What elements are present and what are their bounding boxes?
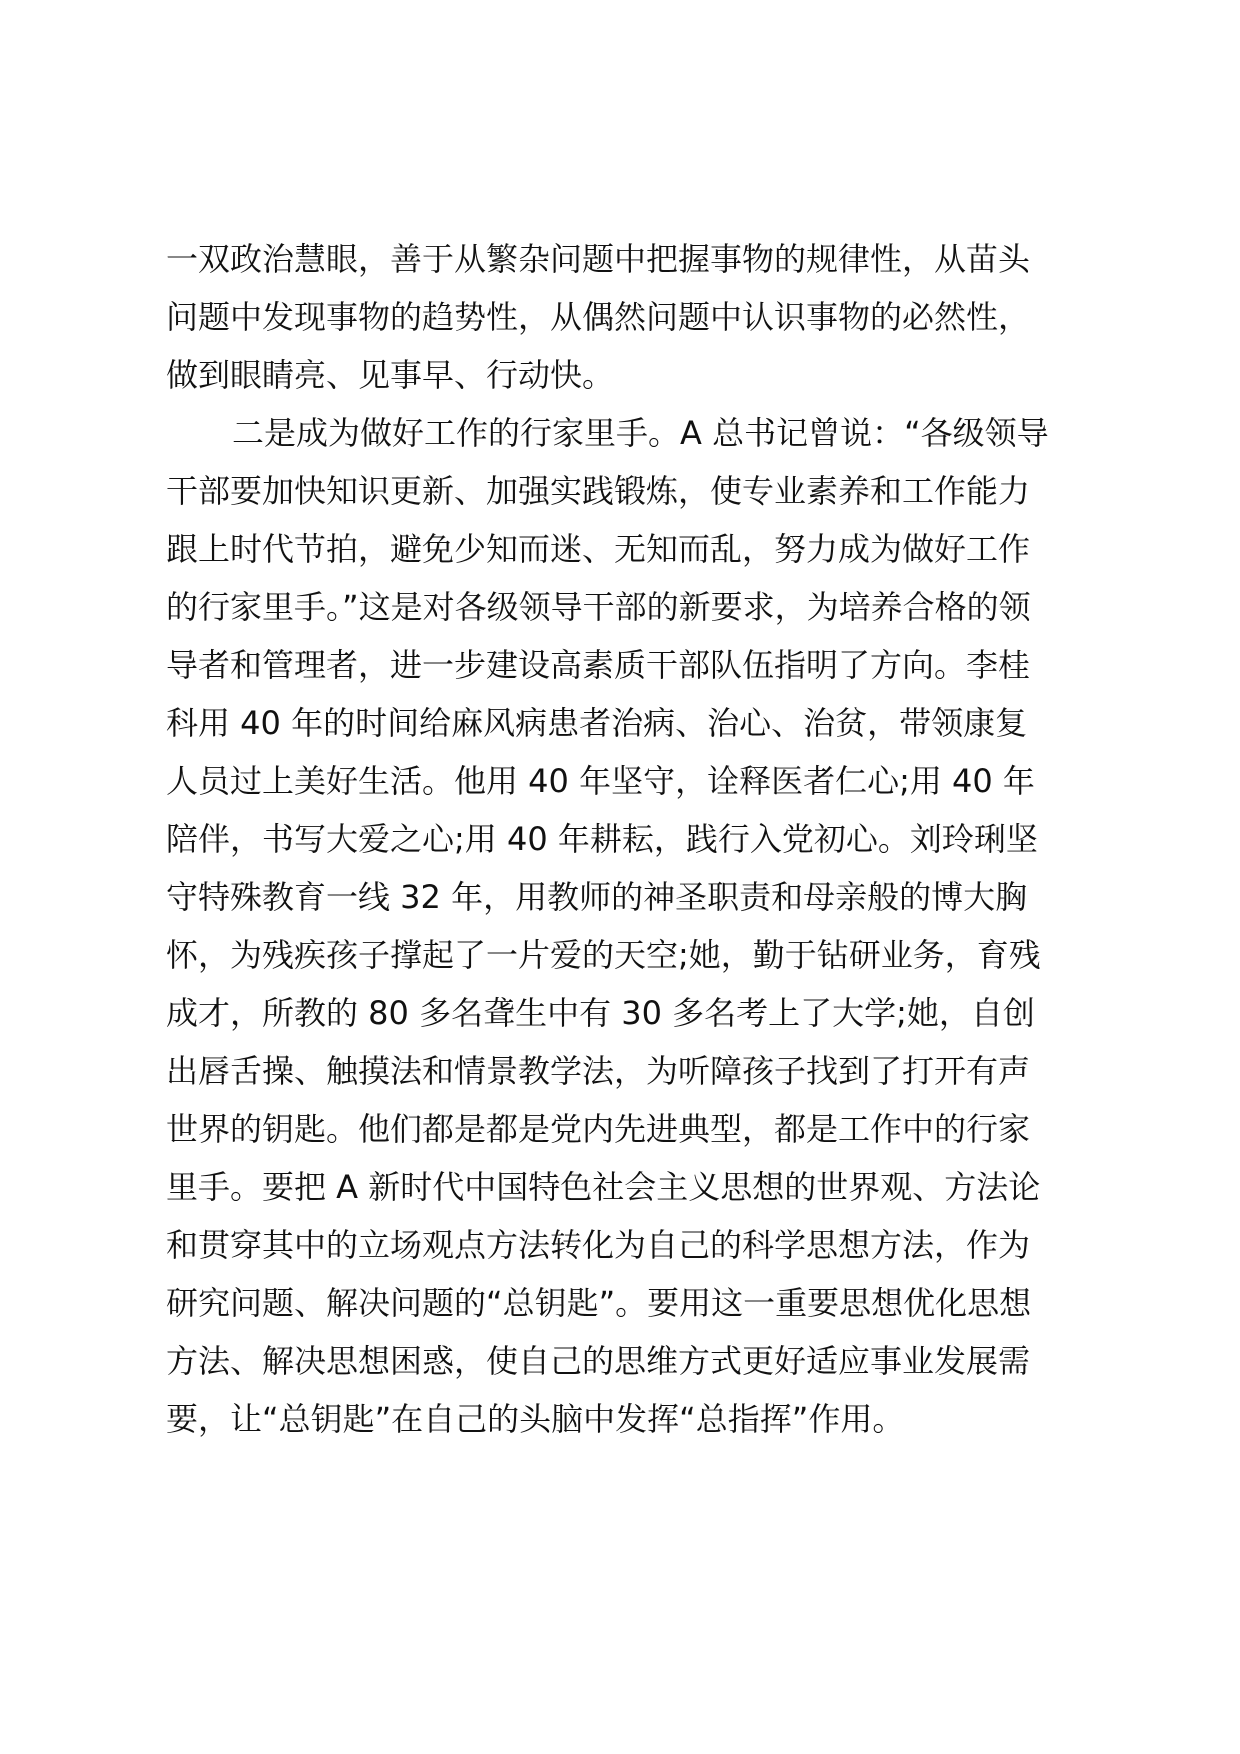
document-page (166, 230, 1106, 1448)
text-line: 导者和管理者，进一步建设高素质干部队伍指明了方向。李桂 (166, 646, 1031, 684)
paragraph-1 (166, 230, 1106, 404)
text-line: 方法、解决思想困惑，使自己的思维方式更好适应事业发展需 (166, 1342, 1031, 1380)
text-line: 陪伴，书写大爱之心;用 40 年耕耘，践行入党初心。刘玲琍坚 (166, 820, 1038, 858)
text-line: 里手。要把 A 新时代中国特色社会主义思想的世界观、方法论 (166, 1168, 1041, 1206)
text-line: 科用 40 年的时间给麻风病患者治病、治心、治贫，带领康复 (166, 704, 1028, 742)
text-line: 二是成为做好工作的行家里手。A 总书记曾说：“各级领导 (232, 414, 1049, 452)
text-line: 要，让“总钥匙”在自己的头脑中发挥“总指挥”作用。 (166, 1400, 905, 1438)
text-line: 的行家里手。”这是对各级领导干部的新要求，为培养合格的领 (166, 588, 1031, 626)
text-line: 世界的钥匙。他们都是都是党内先进典型，都是工作中的行家 (166, 1110, 1031, 1148)
text-line: 做到眼睛亮、见事早、行动快。 (166, 356, 615, 394)
text-line: 跟上时代节拍，避免少知而迷、无知而乱，努力成为做好工作 (166, 530, 1031, 568)
text-line: 成才，所教的 80 多名聋生中有 30 多名考上了大学;她，自创 (166, 994, 1035, 1032)
text-line: 研究问题、解决问题的“总钥匙”。要用这一重要思想优化思想 (166, 1284, 1032, 1322)
text-line: 干部要加快知识更新、加强实践锻炼，使专业素养和工作能力 (166, 472, 1031, 510)
text-line: 和贯穿其中的立场观点方法转化为自己的科学思想方法，作为 (166, 1226, 1031, 1264)
text-line: 人员过上美好生活。他用 40 年坚守，诠释医者仁心;用 40 年 (166, 762, 1035, 800)
text-line: 怀，为残疾孩子撑起了一片爱的天空;她，勤于钻研业务，育残 (166, 936, 1041, 974)
paragraph-2 (166, 404, 1106, 1448)
text-line: 问题中发现事物的趋势性，从偶然问题中认识事物的必然性， (166, 298, 1031, 336)
text-line: 一双政治慧眼，善于从繁杂问题中把握事物的规律性，从苗头 (166, 240, 1031, 278)
text-line: 守特殊教育一线 32 年，用教师的神圣职责和母亲般的博大胸 (166, 878, 1028, 916)
text-line: 出唇舌操、触摸法和情景教学法，为听障孩子找到了打开有声 (166, 1052, 1031, 1090)
